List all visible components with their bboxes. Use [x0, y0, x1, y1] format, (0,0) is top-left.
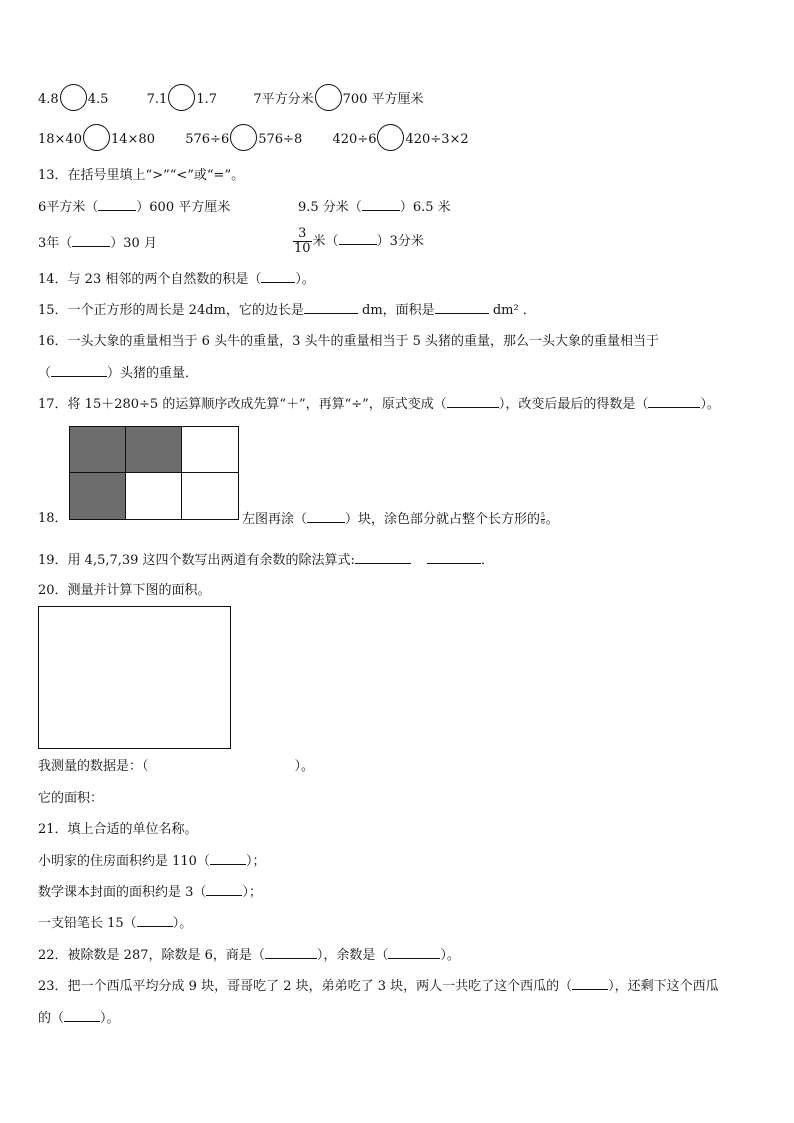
q13-b — [298, 198, 451, 217]
compare-row-2 — [38, 126, 469, 153]
fraction-numerator: 5 — [541, 512, 545, 519]
grid-cell — [126, 473, 182, 519]
q13-c-right: ）30 月 — [110, 236, 157, 251]
answer-blank[interactable] — [98, 198, 136, 211]
q14-text: 14．与 23 相邻的两个自然数的积是（ — [38, 272, 262, 287]
compare-circle[interactable] — [315, 84, 342, 111]
q21-a-end: ）； — [245, 854, 266, 869]
q13-d — [293, 222, 424, 262]
q23-line2-text: 的（ — [38, 1011, 65, 1026]
compare-right: 576÷8 — [258, 132, 303, 147]
compare-right: 700 平方厘米 — [342, 92, 424, 107]
q23-line1 — [38, 977, 719, 996]
q17-end: ）。 — [700, 397, 720, 412]
q13-c-left: 3年（ — [38, 236, 73, 251]
compare-circle[interactable] — [377, 124, 404, 151]
compare-circle[interactable] — [168, 84, 195, 111]
q21-title: 21．填上合适的单位名称。 — [38, 822, 198, 837]
grid-cell — [126, 427, 182, 473]
q21-a-text: 小明家的住房面积约是 110（ — [38, 854, 210, 869]
fraction-denominator: 10 — [294, 241, 311, 256]
q15-text: 15．一个正方形的周长是 24dm，它的边长是 — [38, 303, 304, 318]
q23-line1-text: 23．把一个西瓜平均分成 9 块，哥哥吃了 2 块，弟弟吃了 3 块，两人一共吃了这个西瓜的（ — [38, 979, 573, 994]
q18-tail: 。 — [545, 512, 559, 527]
q21-c-end: ）。 — [172, 916, 193, 931]
q18-text — [242, 510, 559, 529]
q18-text-end: ）块，涂色部分就占整个长方形的 — [345, 512, 541, 527]
answer-blank[interactable] — [137, 914, 173, 927]
q16-line1: 16．一头大象的重量相当于 6 头牛的重量，3 头牛的重量相当于 5 头猪的重量，那么一头大象的重量相当于 — [38, 334, 660, 349]
q23-line2-end: ）。 — [100, 1011, 120, 1026]
q18-text-start: 左图再涂（ — [242, 512, 308, 527]
answer-blank[interactable] — [51, 364, 107, 377]
answer-blank[interactable] — [304, 301, 358, 314]
q13-b-right: ）6.5 米 — [399, 200, 451, 215]
compare-row-1 — [38, 86, 424, 113]
answer-blank[interactable] — [355, 551, 411, 564]
answer-blank[interactable] — [206, 883, 242, 896]
answer-blank[interactable] — [427, 551, 481, 564]
q13-title: 13．在括号里填上“>”“<”或“=”。 — [38, 168, 245, 183]
q13-a-left: 6平方米（ — [38, 200, 99, 215]
q23-line1-end: ），还剩下这个西瓜 — [608, 979, 719, 994]
q20-area: 它的面积： — [38, 791, 104, 806]
q22-end: ）。 — [440, 948, 460, 963]
answer-blank[interactable] — [265, 946, 317, 959]
rectangle-grid — [69, 426, 239, 520]
compare-left: 7平方分米 — [253, 92, 314, 107]
grid-cell — [70, 427, 126, 473]
fraction — [293, 227, 312, 256]
compare-right: 14×80 — [110, 132, 155, 147]
q22-text: 22．被除数是 287，除数是 6，商是（ — [38, 948, 265, 963]
q16-line2-end: ）头猪的重量． — [107, 366, 199, 381]
q20-measure — [38, 758, 314, 776]
q15-end: dm² ． — [492, 303, 536, 318]
q19 — [38, 551, 494, 570]
q13-d-left: 米（ — [312, 234, 339, 249]
fraction-denominator: 6 — [541, 519, 545, 526]
answer-blank[interactable] — [64, 1009, 100, 1022]
answer-blank[interactable] — [72, 234, 110, 247]
compare-right: 4.5 — [87, 92, 109, 107]
grid-cell — [70, 473, 126, 519]
q14-end: ）。 — [295, 272, 315, 287]
q13-b-left: 9.5 分米（ — [298, 200, 362, 215]
q20-title: 20．测量并计算下图的面积。 — [38, 583, 211, 598]
answer-blank[interactable] — [261, 270, 295, 283]
answer-blank[interactable] — [307, 510, 345, 523]
q15 — [38, 301, 536, 320]
q15-mid: dm，面积是 — [362, 303, 435, 318]
q23-line2 — [38, 1009, 120, 1028]
compare-right: 420÷3×2 — [405, 132, 469, 147]
q13-d-right: ）3分米 — [376, 234, 424, 249]
q13-a-right: ）600 平方厘米 — [136, 200, 231, 215]
q17-text: 17．将 15＋280÷5 的运算顺序改成先算“＋”，再算“÷”，原式变成（ — [38, 397, 447, 412]
compare-circle[interactable] — [60, 84, 87, 111]
answer-blank[interactable] — [362, 198, 400, 211]
q19-text: 19．用 4,5,7,39 这四个数写出两道有余数的除法算式: — [38, 553, 355, 568]
answer-blank[interactable] — [388, 946, 440, 959]
q21-c — [38, 914, 192, 933]
q13-a — [38, 198, 230, 217]
q16-line2-start: （ — [38, 366, 52, 381]
q13-c — [38, 234, 157, 253]
compare-left: 420÷6 — [332, 132, 377, 147]
q21-b-text: 数学课本封面的面积约是 3（ — [38, 885, 207, 900]
fraction-numerator: 3 — [293, 227, 312, 242]
q14 — [38, 270, 315, 289]
q21-b-end: ）； — [242, 885, 262, 900]
answer-blank[interactable] — [447, 395, 499, 408]
answer-blank[interactable] — [572, 977, 608, 990]
fraction — [541, 513, 545, 526]
compare-left: 18×40 — [38, 132, 82, 147]
grid-cell — [182, 427, 238, 473]
grid-cell — [182, 473, 238, 519]
q17-mid: ），改变后最后的得数是（ — [498, 397, 649, 412]
q21-b — [38, 883, 262, 902]
compare-left: 7.1 — [146, 92, 168, 107]
q20-measure-start: 我测量的数据是：（ — [38, 759, 149, 774]
q22 — [38, 946, 460, 965]
q20-measure-end: ）。 — [294, 759, 315, 774]
compare-left: 4.8 — [38, 92, 59, 107]
q18-number: 18． — [38, 511, 68, 526]
q21-a — [38, 852, 265, 871]
q22-mid: ），余数是（ — [316, 948, 389, 963]
q19-end: ． — [480, 553, 494, 568]
compare-circle[interactable] — [230, 124, 257, 151]
q16-line2 — [38, 364, 198, 383]
answer-blank[interactable] — [648, 395, 700, 408]
compare-right: 1.7 — [196, 92, 218, 107]
answer-blank[interactable] — [339, 232, 377, 245]
compare-circle[interactable] — [83, 124, 110, 151]
answer-blank[interactable] — [435, 301, 489, 314]
compare-left: 576÷6 — [185, 132, 230, 147]
q17 — [38, 395, 720, 414]
answer-blank[interactable] — [210, 852, 246, 865]
q21-c-text: 一支铅笔长 15（ — [38, 916, 137, 931]
measure-rectangle — [38, 606, 231, 749]
